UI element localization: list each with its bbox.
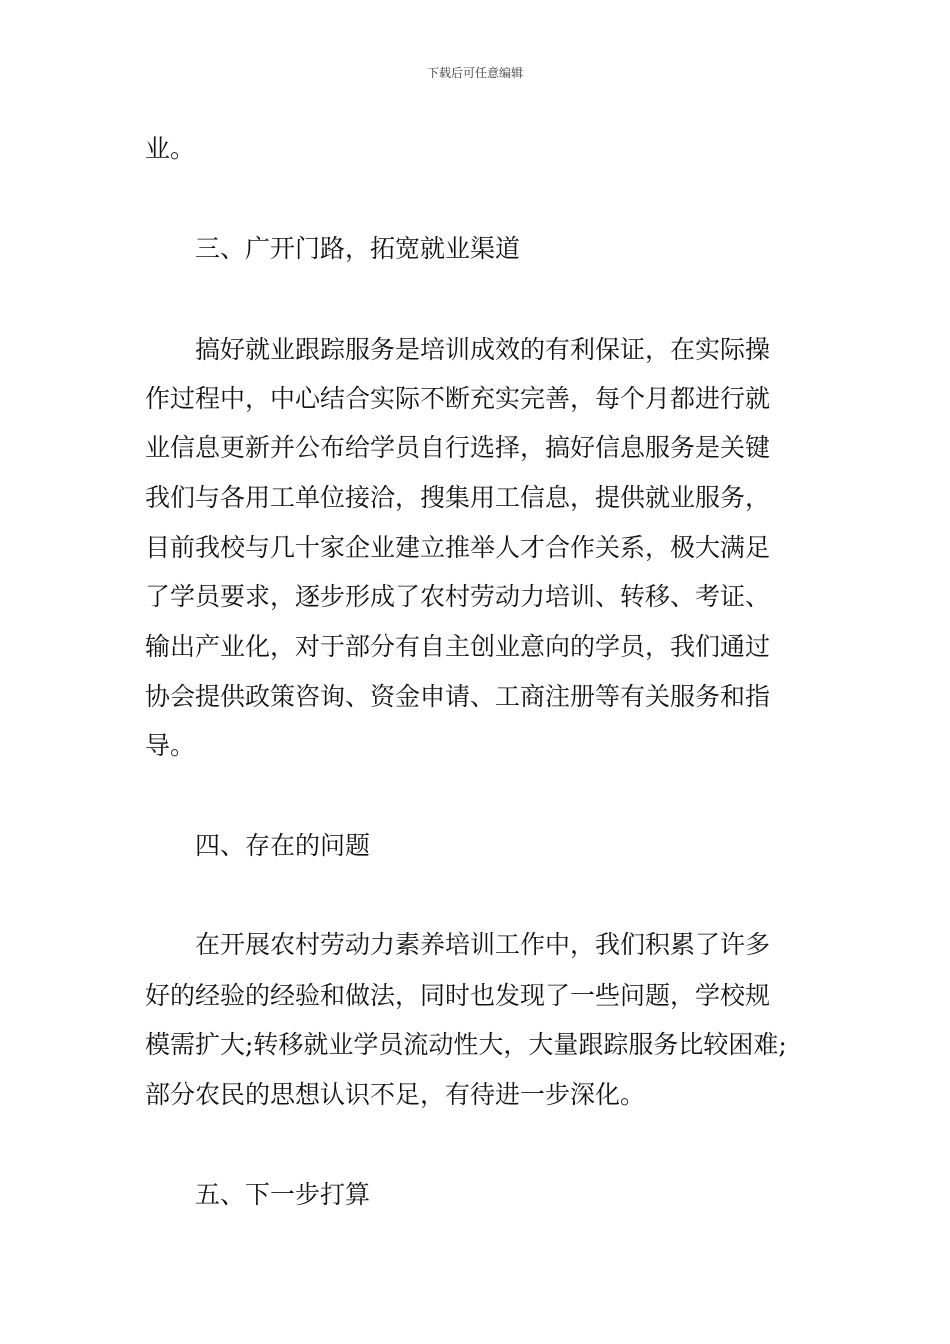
body-line: 部分农民的思想认识不足，有待进一步深化。 (145, 1080, 646, 1109)
body-line: 输出产业化，对于部分有自主创业意向的学员，我们通过 (145, 632, 771, 661)
body-line: 导。 (145, 731, 196, 760)
body-line: 我们与各用工单位接洽，搜集用工信息，提供就业服务， (145, 483, 771, 512)
body-line: 在开展农村劳动力素养培训工作中，我们积累了许多 (145, 930, 771, 959)
body-line: 了学员要求，逐步形成了农村劳动力培训、转移、考证、 (145, 582, 771, 611)
body-line: 目前我校与几十家企业建立推举人才合作关系，极大满足 (145, 533, 771, 562)
body-line: 搞好就业跟踪服务是培训成效的有利保证，在实际操 (145, 335, 771, 364)
body-line: 好的经验的经验和做法，同时也发现了一些问题，学校规 (145, 981, 771, 1010)
body-line: 业。 (145, 134, 196, 163)
section-heading: 五、下一步打算 (145, 1180, 371, 1209)
body-line: 协会提供政策咨询、资金申请、工商注册等有关服务和指 (145, 682, 771, 711)
body-line: 业信息更新并公布给学员自行选择，搞好信息服务是关键 (145, 433, 771, 462)
body-line: 作过程中，中心结合实际不断充实完善，每个月都进行就 (145, 384, 771, 413)
page-header: 下载后可任意编辑 (426, 66, 523, 80)
body-line: 模需扩大;转移就业学员流动性大，大量跟踪服务比较困难; (145, 1030, 787, 1059)
section-heading: 三、广开门路，拓宽就业渠道 (145, 234, 521, 263)
section-heading: 四、存在的问题 (145, 831, 371, 860)
